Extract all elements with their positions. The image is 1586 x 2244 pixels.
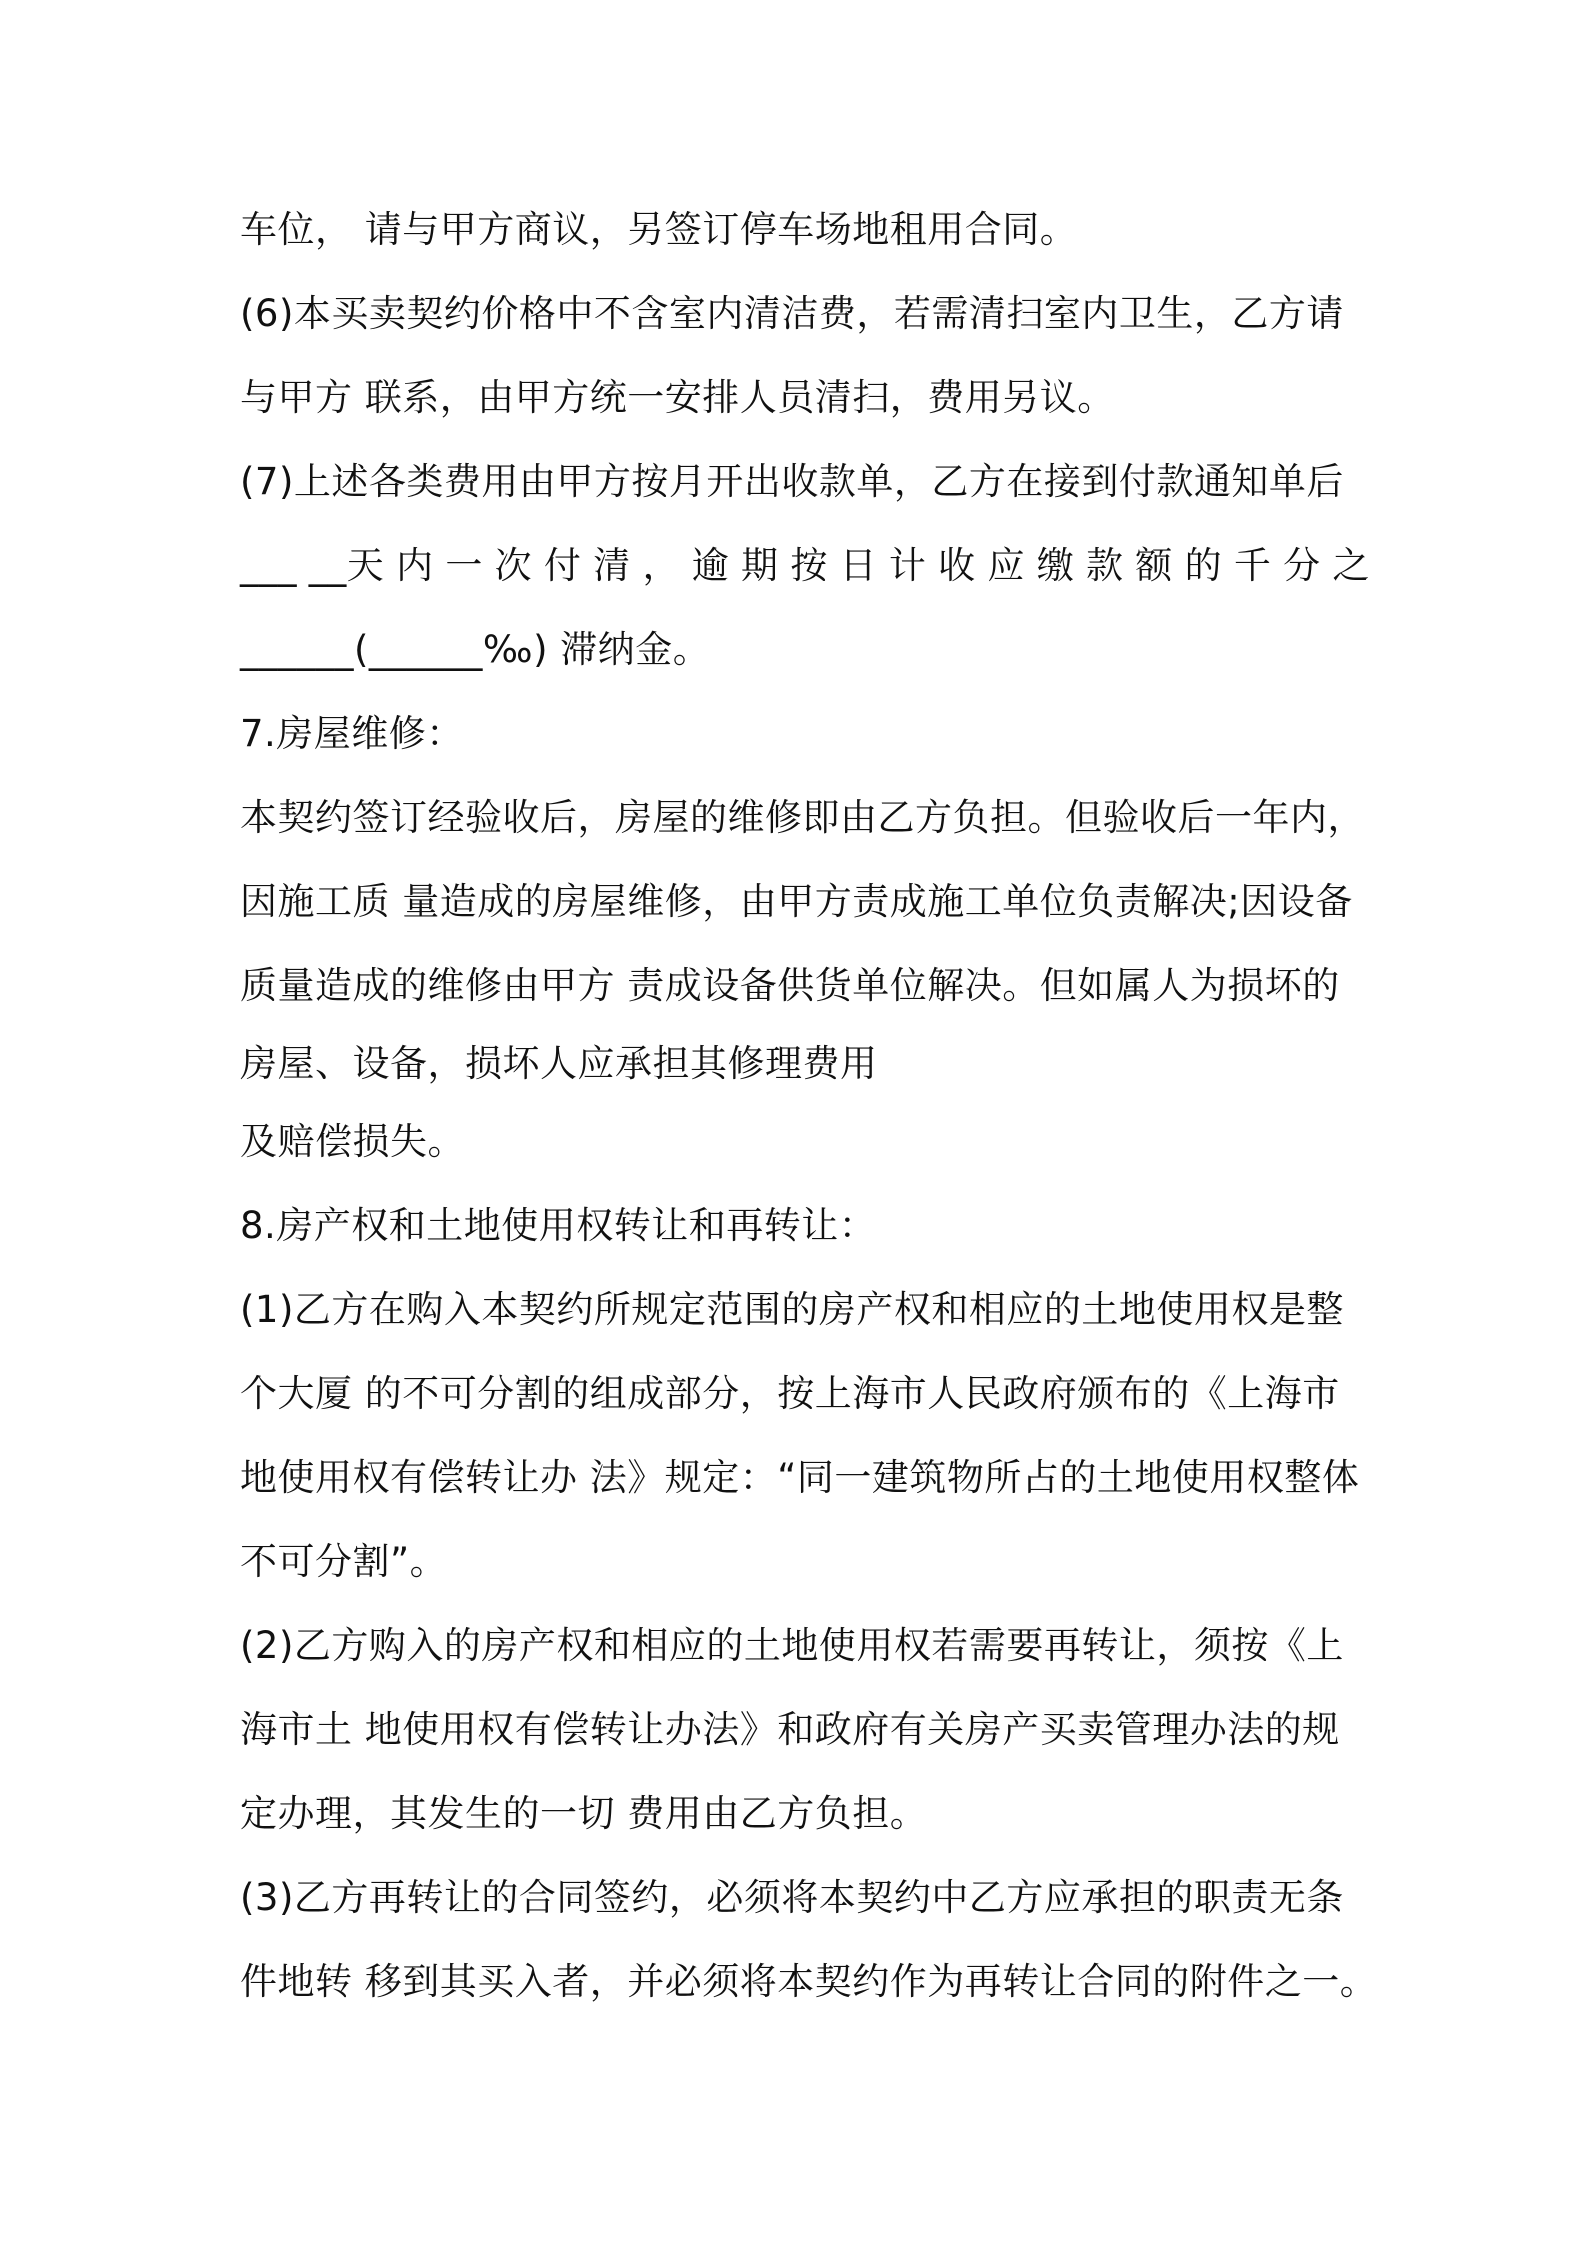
spaced-token: ， <box>642 544 680 587</box>
spaced-token: 期 <box>741 544 779 587</box>
text-line-17: 不可分割”。 <box>240 1540 448 1583</box>
text-line-20: 定办理，其发生的一切 费用由乙方负担。 <box>240 1792 928 1835</box>
spaced-token: __天 <box>308 544 385 587</box>
spaced-token: 缴 <box>1036 544 1075 587</box>
spaced-token: 按 <box>790 544 828 587</box>
text-line-1: 车位， 请与甲方商议，另签订停车场地租用合同。 <box>240 208 1078 251</box>
text-line-2: (6)本买卖契约价格中不含室内清洁费，若需清扫室内卫生，乙方请 <box>240 292 1344 335</box>
text-line-14: (1)乙方在购入本契约所规定范围的房产权和相应的土地使用权是整 <box>240 1288 1344 1331</box>
spaced-token: 千 <box>1233 544 1272 587</box>
spaced-token: 计 <box>888 544 927 587</box>
spaced-token: 款 <box>1086 544 1124 587</box>
spaced-token: 之 <box>1332 544 1370 587</box>
text-line-4: (7)上述各类费用由甲方按月开出收款单，乙方在接到付款通知单后 <box>240 460 1344 503</box>
text-line-19: 海市土 地使用权有偿转让办法》和政府有关房产买卖管理办法的规 <box>240 1708 1340 1751</box>
spaced-token: 分 <box>1283 544 1321 587</box>
spaced-token: 一 <box>445 544 483 587</box>
section-heading-7: 7.房屋维修： <box>240 712 464 755</box>
text-line-22: 件地转 移到其买入者，并必须将本契约作为再转让合同的附件之一。 <box>240 1960 1378 2003</box>
text-line-16: 地使用权有偿转让办 法》规定：“同一建筑物所占的土地使用权整体 <box>240 1456 1360 1499</box>
text-line-5-spaced <box>240 524 1370 608</box>
document-page <box>240 188 1378 2024</box>
text-line-15: 个大厦 的不可分割的组成部分，按上海市人民政府颁布的《上海市 <box>240 1372 1340 1415</box>
text-line-6: ______(______‰) 滞纳金。 <box>240 628 711 671</box>
spaced-token: 清 <box>593 544 631 587</box>
section-heading-8: 8.房产权和土地使用权转让和再转让： <box>240 1204 877 1247</box>
spaced-token: 的 <box>1184 544 1223 587</box>
spaced-token: ___ <box>240 544 297 587</box>
text-line-8: 本契约签订经验收后，房屋的维修即由乙方负担。但验收后一年内， <box>240 796 1365 839</box>
spaced-token: 付 <box>543 544 582 587</box>
text-line-11: 房屋、设备，损坏人应承担其修理费用 <box>240 1042 878 1085</box>
spaced-token: 次 <box>494 544 533 587</box>
text-line-12: 及赔偿损失。 <box>240 1120 465 1163</box>
spaced-token: 收 <box>938 544 976 587</box>
spaced-token: 应 <box>987 544 1025 587</box>
spaced-token: 逾 <box>691 544 730 587</box>
text-line-10: 质量造成的维修由甲方 责成设备供货单位解决。但如属人为损坏的 <box>240 964 1340 1007</box>
text-line-21: (3)乙方再转让的合同签约，必须将本契约中乙方应承担的职责无条 <box>240 1876 1344 1919</box>
text-line-3: 与甲方 联系，由甲方统一安排人员清扫，费用另议。 <box>240 376 1115 419</box>
spaced-token: 日 <box>839 544 878 587</box>
text-line-9: 因施工质 量造成的房屋维修，由甲方责成施工单位负责解决;因设备 <box>240 880 1353 923</box>
spaced-token: 额 <box>1135 544 1173 587</box>
text-line-18: (2)乙方购入的房产权和相应的土地使用权若需要再转让，须按《上 <box>240 1624 1344 1667</box>
spaced-token: 内 <box>396 544 434 587</box>
